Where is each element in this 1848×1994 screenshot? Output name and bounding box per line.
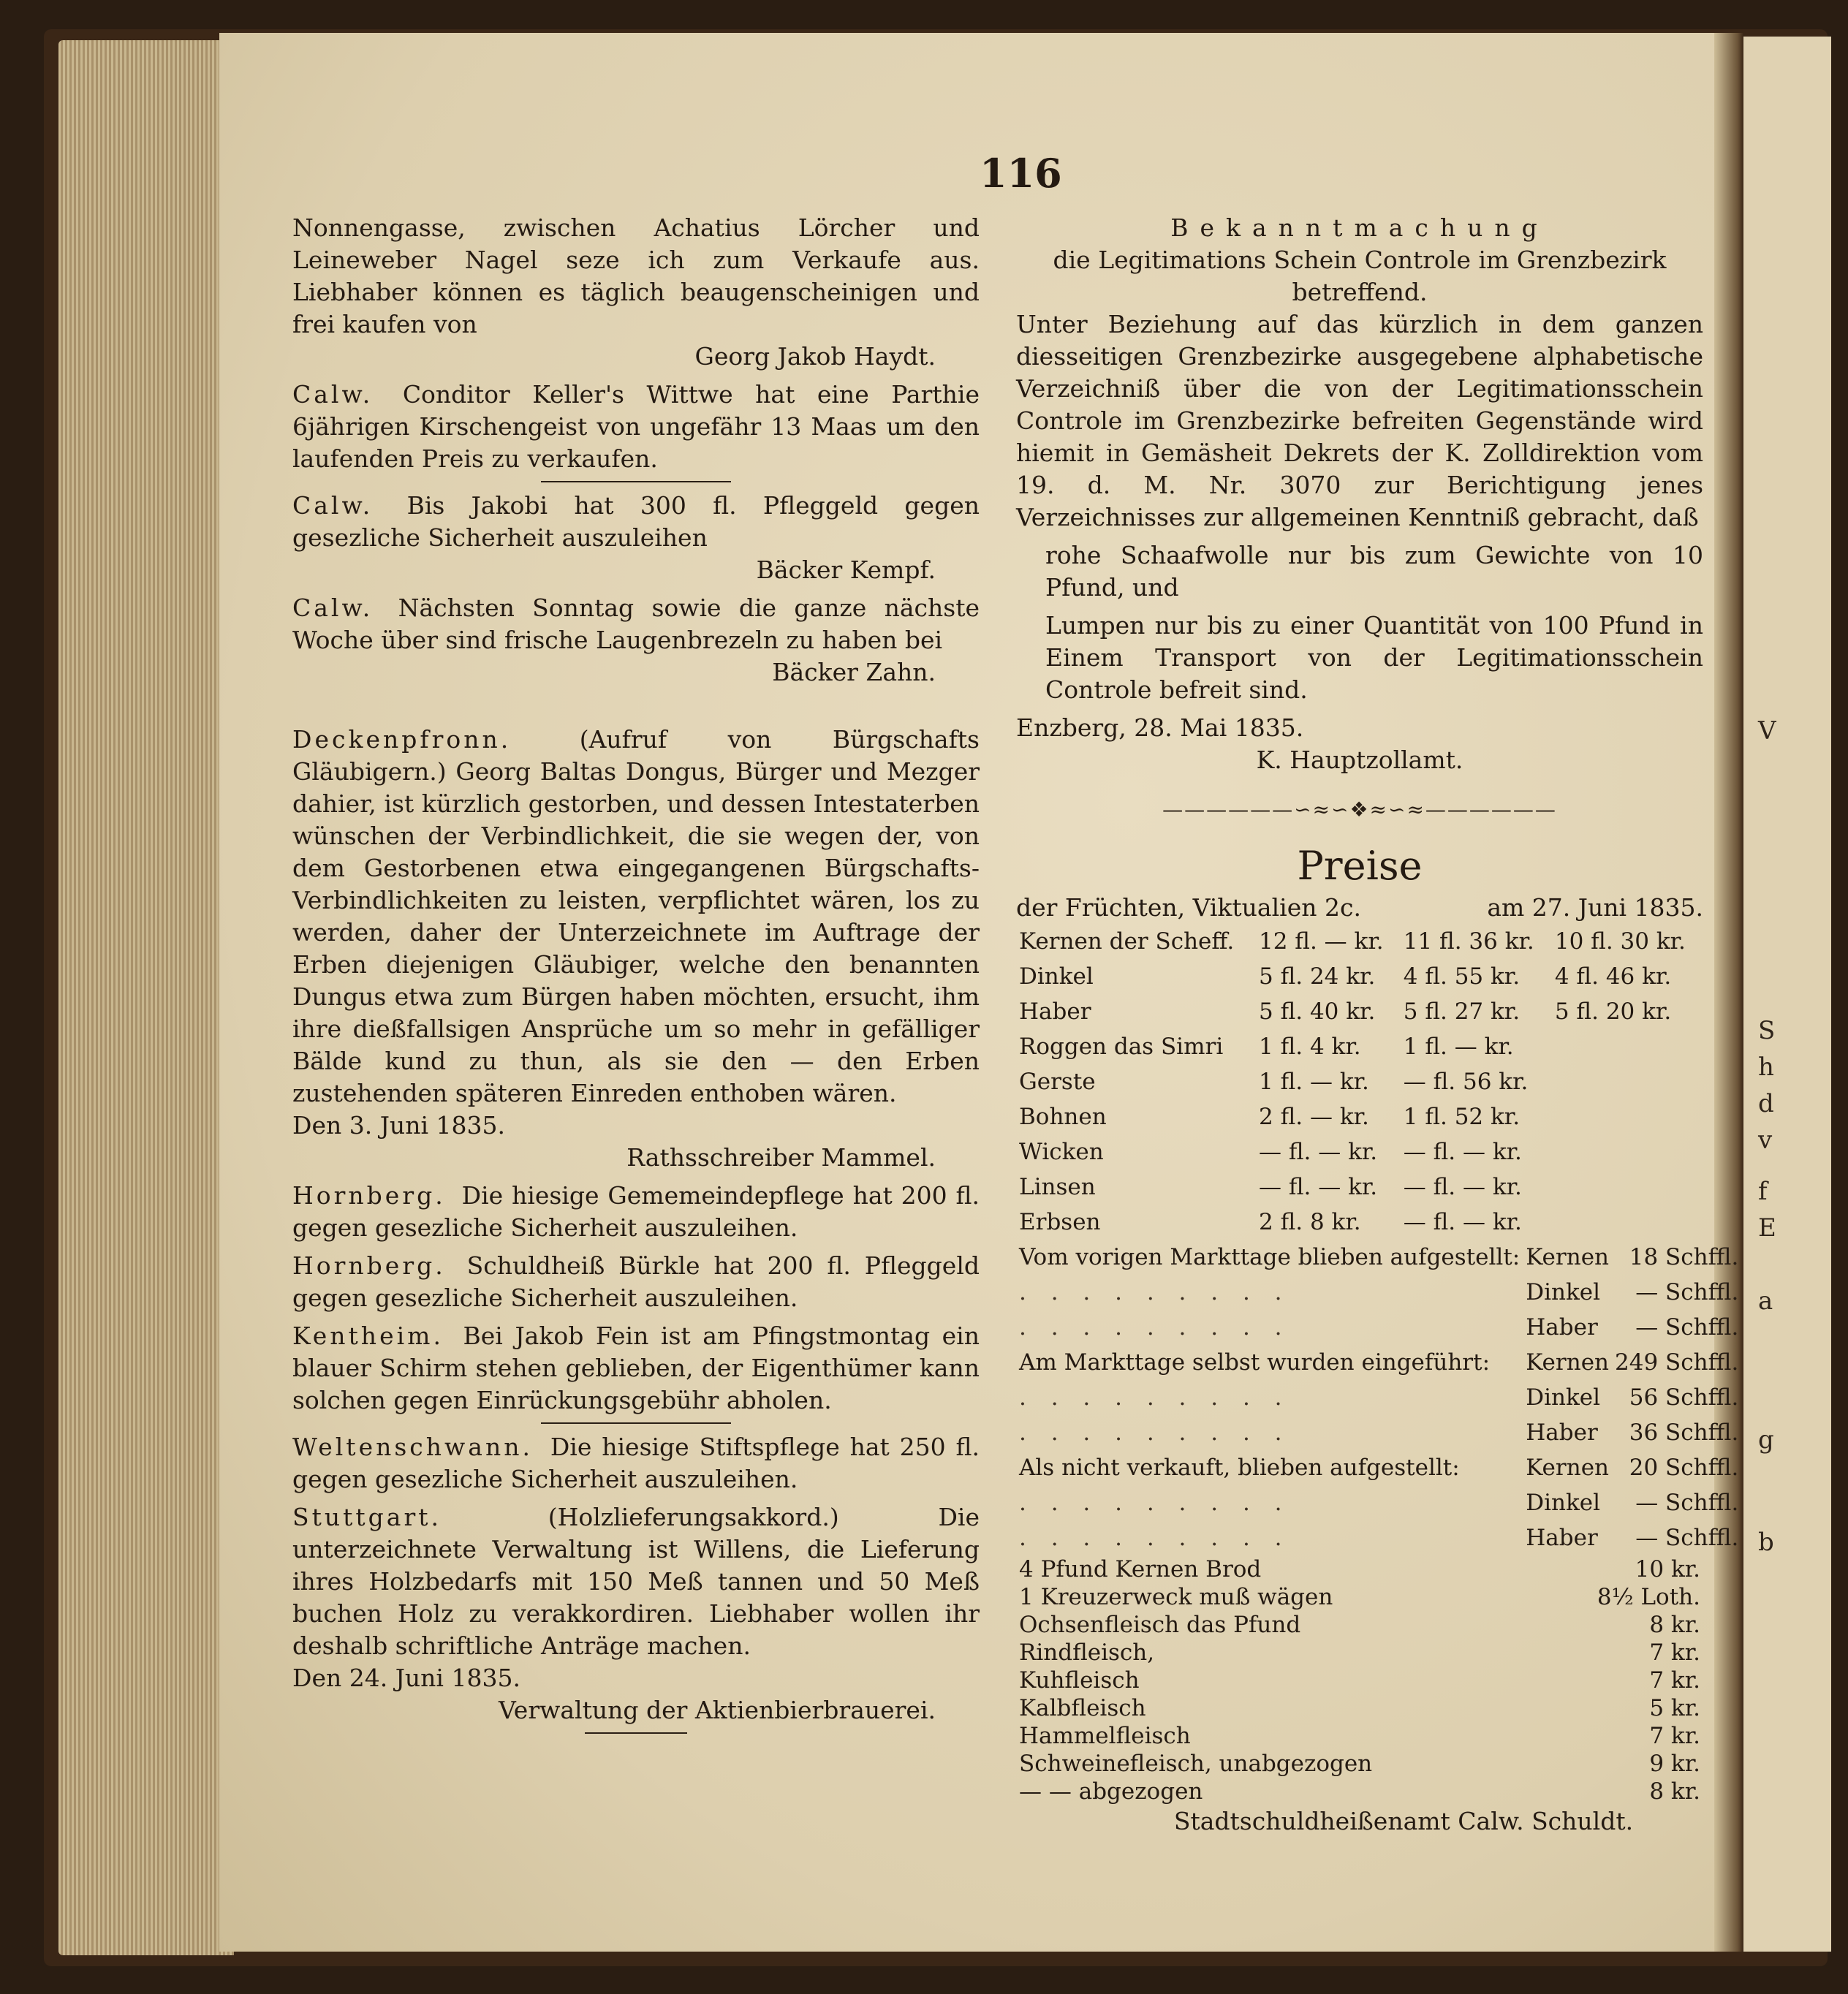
prices-subtitle-right: am 27. Juni 1835. (1487, 893, 1703, 922)
price-cell-c3 (1552, 1170, 1703, 1205)
notice-signature: Bäcker Zahn. (772, 658, 936, 686)
price-row (1016, 1170, 1703, 1205)
price-cell-c2: — fl. — kr. (1403, 1139, 1522, 1165)
meat-row (1016, 1694, 1703, 1722)
meat-value: 7 kr. (1649, 1667, 1700, 1694)
price-cell-c3 (1552, 1099, 1703, 1134)
price-row (1016, 1029, 1703, 1064)
next-page-fragment: S (1758, 1016, 1776, 1045)
price-row (1016, 1134, 1703, 1170)
market-label: . . . . . . . . . (1019, 1279, 1291, 1305)
market-row (1016, 1345, 1741, 1380)
price-cell-c3: 10 fl. 30 kr. (1554, 928, 1686, 955)
price-cell-c2: — fl. — kr. (1403, 1209, 1522, 1235)
price-cell-c1: 1 fl. 4 kr. (1259, 1034, 1361, 1060)
price-cell-item: Gerste (1019, 1069, 1096, 1095)
market-quantity: — Schffl. (1635, 1314, 1739, 1341)
market-quantity-table (1016, 1240, 1741, 1555)
price-cell-c3 (1552, 1029, 1703, 1064)
meat-value: 7 kr. (1649, 1639, 1700, 1666)
market-row (1016, 1415, 1741, 1450)
next-page-fragment: a (1758, 1286, 1773, 1316)
divider (585, 1732, 687, 1734)
price-row (1016, 1205, 1703, 1240)
meat-row (1016, 1750, 1703, 1778)
price-cell-c2: 11 fl. 36 kr. (1403, 928, 1534, 955)
notice-place: Weltenschwann. (292, 1433, 533, 1461)
price-cell-c2: 4 fl. 55 kr. (1403, 963, 1521, 990)
price-cell-c2: 1 fl. 52 kr. (1403, 1104, 1521, 1130)
price-cell-c1: — fl. — kr. (1259, 1139, 1378, 1165)
price-cell-c2: 1 fl. — kr. (1403, 1034, 1514, 1060)
meat-row (1016, 1778, 1703, 1805)
meat-item: Hammelfleisch (1019, 1723, 1191, 1749)
meat-row (1016, 1583, 1703, 1611)
market-row (1016, 1485, 1741, 1520)
notice (292, 592, 980, 689)
announcement-date: Enzberg, 28. Mai 1835. (1016, 713, 1304, 742)
market-row (1016, 1275, 1741, 1310)
price-row (1016, 1099, 1703, 1134)
market-quantity: 56 Schffl. (1629, 1384, 1739, 1411)
meat-value: 9 kr. (1649, 1751, 1700, 1777)
meat-item: Kalbfleisch (1019, 1695, 1146, 1721)
next-page-strip (1743, 37, 1831, 1952)
announcement-body: Unter Beziehung auf das kürzlich in dem ganzen diesseitigen Grenzbezirke ausgegebene alphabetische Verzeichniß über die von der Legitimationsschein Controle im Grenzbezirke befreiten Gegenstände wird hiemit in Gemäsheit Dekrets der K. Zolldirektion vom 19. d. M. Nr. 3070 zur Berichtigung jenes Verzeichnisses zur allgemeinen Kenntniß gebracht, daß (1016, 310, 1703, 531)
notice (292, 379, 980, 475)
market-row (1016, 1310, 1741, 1345)
notice (292, 212, 980, 373)
notice (292, 1180, 980, 1244)
market-row (1016, 1450, 1741, 1485)
notice-date: Den 3. Juni 1835. (292, 1111, 505, 1140)
market-quantity: — Schffl. (1635, 1279, 1739, 1305)
price-cell-c1: 5 fl. 24 kr. (1259, 963, 1376, 990)
prices-signature: Stadtschuldheißenamt Calw. Schuldt. (1173, 1807, 1634, 1835)
next-page-fragment: E (1758, 1213, 1776, 1243)
price-cell-item: Bohnen (1019, 1104, 1107, 1130)
market-quantity: — Schffl. (1635, 1490, 1739, 1516)
market-quantity: 36 Schffl. (1629, 1419, 1739, 1446)
market-quantity: 249 Schffl. (1615, 1349, 1739, 1376)
divider (541, 481, 731, 482)
notice (292, 1250, 980, 1314)
price-row (1016, 1064, 1703, 1099)
price-cell-item: Kernen der Scheff. (1019, 928, 1235, 955)
next-page-fragment: V (1758, 716, 1776, 746)
meat-value: 8½ Loth. (1597, 1584, 1700, 1610)
market-quantity: 20 Schffl. (1629, 1455, 1739, 1481)
notice (292, 724, 980, 1174)
notice-place: Calw. (292, 594, 374, 622)
price-cell-item: Wicken (1019, 1139, 1104, 1165)
price-cell-c3 (1552, 1205, 1703, 1240)
next-page-fragment: f (1758, 1177, 1768, 1206)
market-grain: Haber (1526, 1419, 1598, 1446)
meat-row (1016, 1555, 1703, 1583)
market-label: Als nicht verkauft, blieben aufgestellt: (1019, 1455, 1460, 1481)
notice-text: Die hiesige Stiftspflege hat 250 fl. gegen gesezliche Sicherheit auszuleihen. (292, 1433, 980, 1493)
next-page-fragment: h (1758, 1053, 1774, 1082)
announcement-subheading: die Legitimations Schein Controle im Grenzbezirk betreffend. (1053, 246, 1667, 306)
price-cell-c3 (1552, 1134, 1703, 1170)
page-edges (58, 40, 234, 1955)
divider (541, 1422, 731, 1424)
meat-item: 1 Kreuzerweck muß wägen (1019, 1584, 1333, 1610)
market-grain: Dinkel (1526, 1279, 1601, 1305)
market-label: Vom vorigen Markttage blieben aufgestellt: (1019, 1244, 1521, 1270)
notice-place: Kentheim. (292, 1322, 444, 1350)
price-cell-c1: 2 fl. 8 kr. (1259, 1209, 1361, 1235)
meat-value: 10 kr. (1635, 1556, 1700, 1582)
notice-text: Bis Jakobi hat 300 fl. Pfleggeld gegen gesezliche Sicherheit auszuleihen (292, 491, 980, 552)
notice (292, 1431, 980, 1496)
meat-item: Kuhfleisch (1019, 1667, 1140, 1694)
market-quantity: 18 Schffl. (1629, 1244, 1739, 1270)
notice-place: Stuttgart. (292, 1503, 442, 1531)
price-cell-item: Dinkel (1019, 963, 1094, 990)
notice-text: (Aufruf von Bürgschafts Gläubigern.) Georg Baltas Dongus, Bürger und Mezger dahier, ist kürzlich gestorben, und dessen Intestaterben wünschen der Verbindlichkeit, die sie wegen der, von dem Gestorbenen etwa eingegangenen Bürgschafts-Verbindlichkeiten zu leisten, verpflichtet wären, los zu werden, daher der Unterzeichnete im Auftrage der Erben diejenigen Gläubiger, welche den benannten Dungus etwa zum Bürgen haben möchten, ersucht, ihm ihre dießfallsigen Ansprüche um so mehr in gefälliger Bälde kund zu thun, als sie den — den Erben zustehenden späteren Einreden enthoben wären. (292, 725, 980, 1107)
announcement-item: rohe Schaafwolle nur bis zum Gewichte von 10 Pfund, und (1045, 541, 1703, 602)
market-label: Am Markttage selbst wurden eingeführt: (1019, 1349, 1491, 1376)
meat-item: 4 Pfund Kernen Brod (1019, 1556, 1262, 1582)
announcement-heading: Bekanntmachung (1170, 213, 1549, 242)
notice-place: Calw. (292, 380, 374, 409)
price-cell-c1: 12 fl. — kr. (1259, 928, 1384, 955)
price-cell-c3: 5 fl. 20 kr. (1554, 998, 1672, 1025)
market-grain: Dinkel (1526, 1490, 1601, 1516)
notice-text: Schuldheiß Bürkle hat 200 fl. Pfleggeld gegen gesezliche Sicherheit auszuleihen. (292, 1251, 980, 1312)
market-label: . . . . . . . . . (1019, 1490, 1291, 1516)
meat-item: Ochsenfleisch das Pfund (1019, 1612, 1301, 1638)
market-grain: Dinkel (1526, 1384, 1601, 1411)
market-label: . . . . . . . . . (1019, 1384, 1291, 1411)
meat-row (1016, 1667, 1703, 1694)
meat-value: 8 kr. (1649, 1612, 1700, 1638)
notice-signature: Verwaltung der Aktienbierbrauerei. (499, 1696, 936, 1724)
price-cell-item: Haber (1019, 998, 1091, 1025)
price-cell-item: Erbsen (1019, 1209, 1101, 1235)
market-label: . . . . . . . . . (1019, 1525, 1291, 1551)
meat-item: — — abgezogen (1019, 1778, 1203, 1805)
bread-meat-table (1016, 1555, 1703, 1805)
market-grain: Kernen (1526, 1244, 1610, 1270)
price-cell-c2: — fl. 56 kr. (1403, 1069, 1529, 1095)
price-cell-c1: 5 fl. 40 kr. (1259, 998, 1376, 1025)
next-page-fragment: v (1758, 1126, 1773, 1155)
market-row (1016, 1380, 1741, 1415)
market-grain: Kernen (1526, 1349, 1610, 1376)
price-row (1016, 994, 1703, 1029)
price-cell-item: Linsen (1019, 1174, 1096, 1200)
price-cell-c2: — fl. — kr. (1403, 1174, 1522, 1200)
market-row (1016, 1240, 1741, 1275)
meat-row (1016, 1722, 1703, 1750)
notice-date: Den 24. Juni 1835. (292, 1664, 520, 1692)
notice-text: (Holzlieferungsakkord.) Die unterzeichnete Verwaltung ist Willens, die Lieferung ihres Holzbedarfs mit 150 Meß tannen und 50 Meß buchen Holz zu verakkordiren. Liebhaber wollen ihr deshalb schriftliche Anträge machen. (292, 1503, 980, 1660)
price-row (1016, 924, 1703, 959)
notice-text: Conditor Keller's Wittwe hat eine Parthie 6jährigen Kirschengeist von ungefähr 13 Maas um den laufenden Preis zu verkaufen. (292, 380, 980, 473)
next-page-fragment: g (1758, 1425, 1774, 1455)
ornamental-divider: ——————∽≈∽❖≈∽≈—————— (1162, 797, 1557, 822)
price-cell-c2: 5 fl. 27 kr. (1403, 998, 1521, 1025)
market-label: . . . . . . . . . (1019, 1419, 1291, 1446)
prices-subtitle (1016, 892, 1703, 924)
price-cell-c1: 1 fl. — kr. (1259, 1069, 1369, 1095)
meat-row (1016, 1639, 1703, 1667)
market-grain: Haber (1526, 1525, 1598, 1551)
left-column (292, 212, 980, 1741)
grain-price-table (1016, 924, 1703, 1240)
next-page-fragment: b (1758, 1528, 1774, 1557)
price-cell-item: Roggen das Simri (1019, 1034, 1224, 1060)
market-quantity: — Schffl. (1635, 1525, 1739, 1551)
price-cell-c1: 2 fl. — kr. (1259, 1104, 1369, 1130)
notice (292, 1501, 980, 1726)
meat-value: 8 kr. (1649, 1778, 1700, 1805)
meat-value: 7 kr. (1649, 1723, 1700, 1749)
meat-item: Rindfleisch, (1019, 1639, 1155, 1666)
meat-row (1016, 1611, 1703, 1639)
notice-signature: Georg Jakob Haydt. (694, 342, 936, 371)
price-row (1016, 959, 1703, 994)
notice-text: Bei Jakob Fein ist am Pfingstmontag ein blauer Schirm stehen geblieben, der Eigenthümer kann solchen gegen Einrückungsgebühr abholen. (292, 1322, 980, 1414)
meat-item: Schweinefleisch, unabgezogen (1019, 1751, 1373, 1777)
notice-place: Hornberg. (292, 1251, 446, 1280)
price-cell-c1: — fl. — kr. (1259, 1174, 1378, 1200)
market-grain: Haber (1526, 1314, 1598, 1341)
announcement-item: Lumpen nur bis zu einer Quantität von 100 Pfund in Einem Transport von der Legitimationsschein Controle befreit sind. (1045, 611, 1703, 704)
meat-value: 5 kr. (1649, 1695, 1700, 1721)
market-row (1016, 1520, 1741, 1555)
market-label: . . . . . . . . . (1019, 1314, 1291, 1341)
notice-text: Nächsten Sonntag sowie die ganze nächste Woche über sind frische Laugenbrezeln zu haben bei (292, 594, 980, 654)
notice-text: Nonnengasse, zwischen Achatius Lörcher und Leineweber Nagel seze ich zum Verkaufe aus. Liebhaber können es täglich beaugenscheinigen und frei kaufen von (292, 213, 980, 338)
notice-signature: Rathsschreiber Mammel. (626, 1143, 936, 1172)
gutter (1714, 33, 1743, 1952)
notice-signature: Bäcker Kempf. (756, 556, 936, 584)
notice (292, 1320, 980, 1417)
notice-place: Hornberg. (292, 1181, 446, 1210)
announcement-signature: K. Hauptzollamt. (1256, 746, 1463, 774)
right-column (1016, 212, 1739, 1838)
notice-text: Die hiesige Gememeindepflege hat 200 fl. gegen gesezliche Sicherheit auszuleihen. (292, 1181, 980, 1242)
notice-place: Deckenpfronn. (292, 725, 512, 754)
page-number: 116 (980, 150, 1062, 197)
prices-subtitle-left: der Früchten, Viktualien 2c. (1016, 893, 1361, 922)
price-cell-c3: 4 fl. 46 kr. (1554, 963, 1672, 990)
price-cell-c3 (1552, 1064, 1703, 1099)
notice (292, 490, 980, 586)
next-page-fragment: d (1758, 1089, 1774, 1118)
market-grain: Kernen (1526, 1455, 1610, 1481)
prices-title: Preise (1297, 843, 1423, 889)
notice-place: Calw. (292, 491, 374, 520)
